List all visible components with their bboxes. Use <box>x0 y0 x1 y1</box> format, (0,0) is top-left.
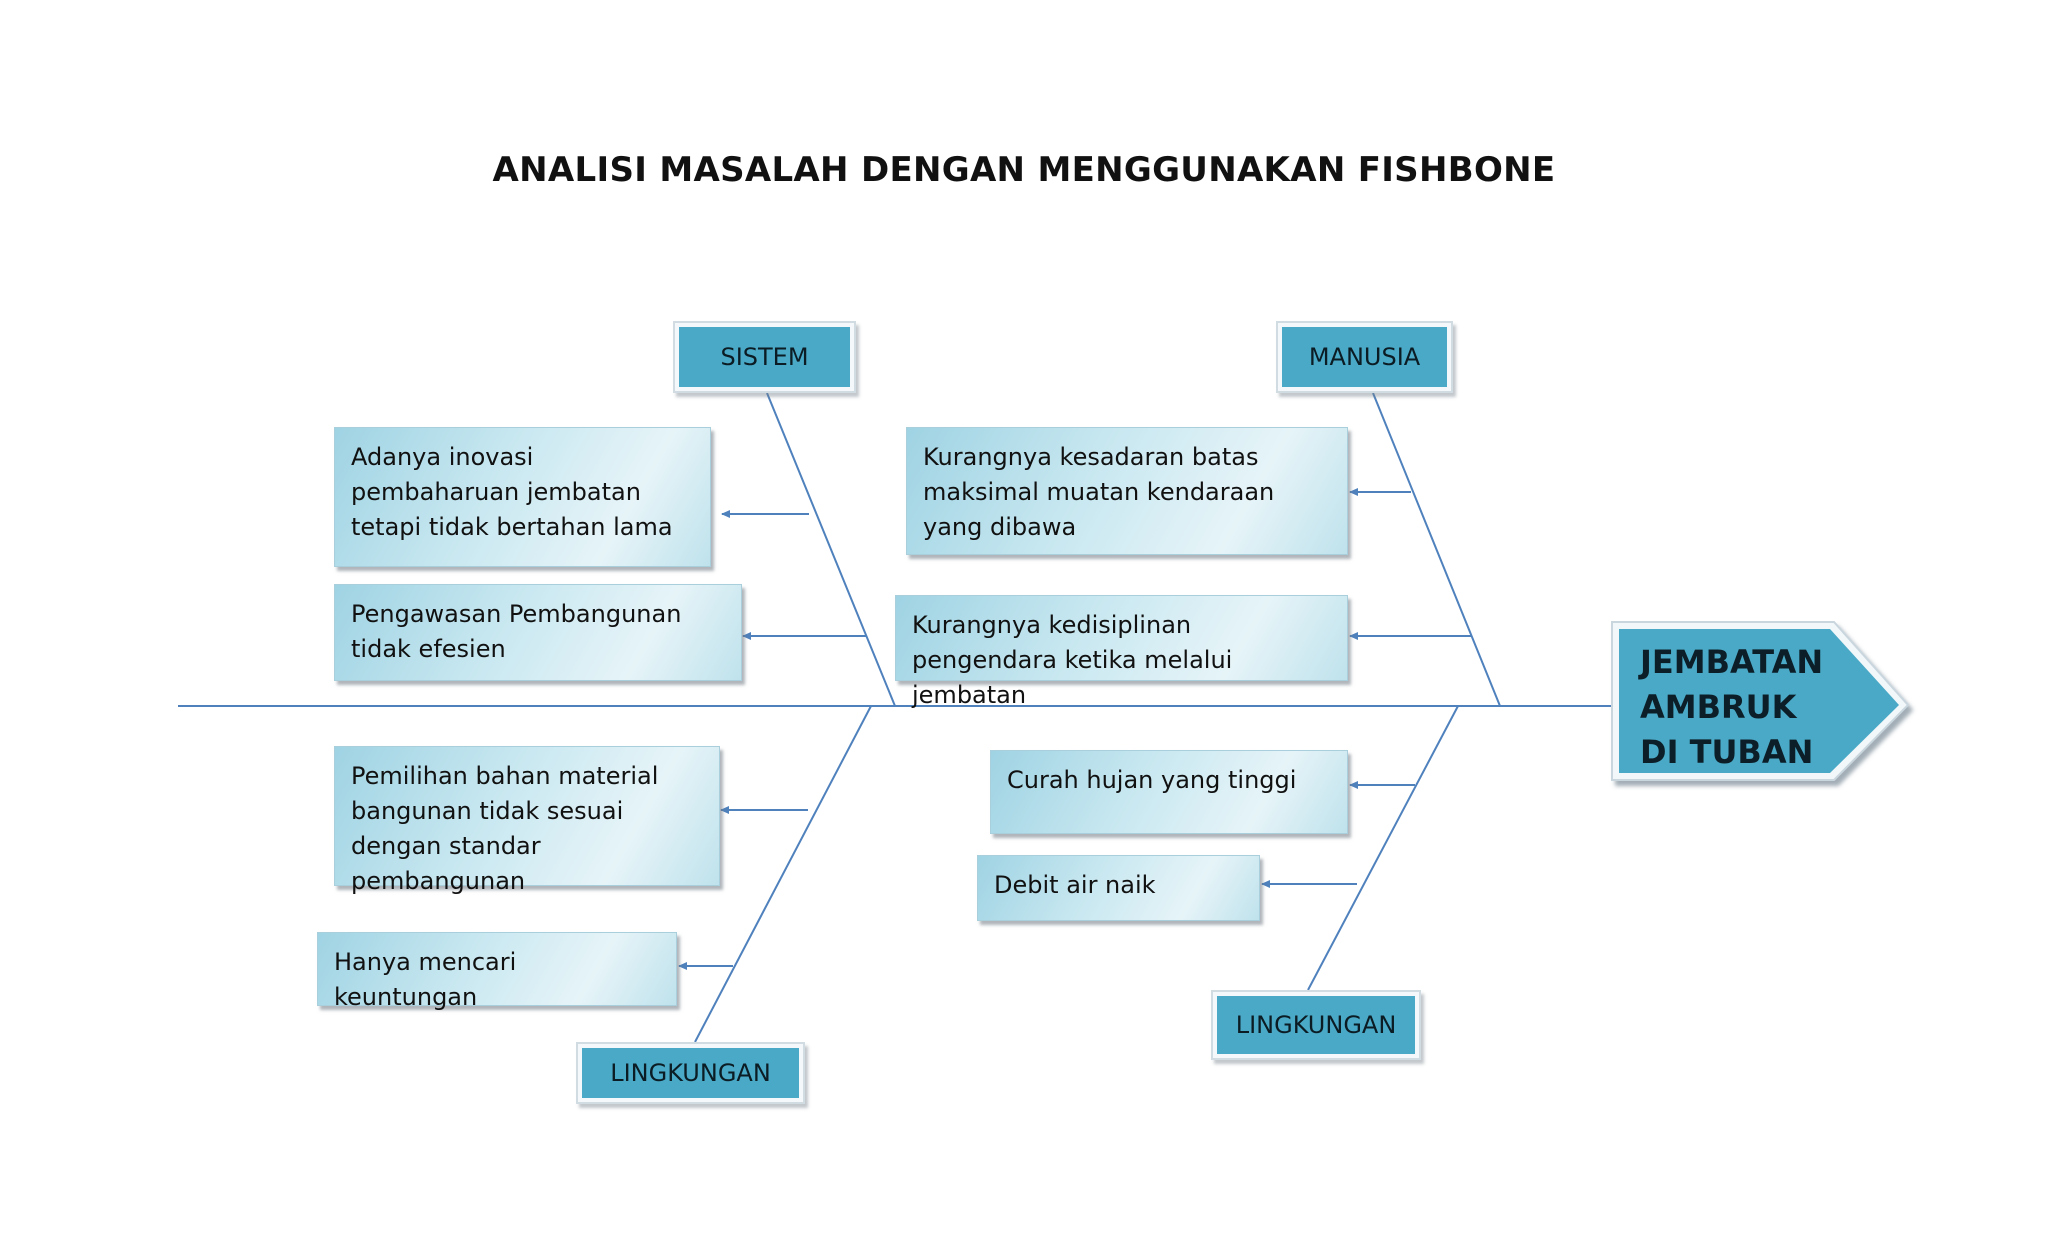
cause-lingkungan-debit: Debit air naik <box>977 855 1260 921</box>
page-title: ANALISI MASALAH DENGAN MENGGUNAKAN FISHBONE <box>492 150 1556 190</box>
cause-lingkungan-bahan: Pemilihan bahan material bangunan tidak sesuai dengan standar pembangunan <box>334 746 720 886</box>
cause-manusia-kesadaran: Kurangnya kesadaran batas maksimal muatan kendaraan yang dibawa <box>906 427 1348 555</box>
bone-sistem <box>767 393 895 706</box>
cause-lingkungan-keuntungan: Hanya mencari keuntungan <box>317 932 677 1006</box>
category-lingkungan-right <box>1211 990 1421 1060</box>
category-manusia <box>1276 321 1453 393</box>
category-sistem-label: SISTEM <box>679 327 850 387</box>
category-manusia-label: MANUSIA <box>1282 327 1447 387</box>
bone-lingkungan-left <box>695 706 871 1042</box>
cause-sistem-pengawasan: Pengawasan Pembangunan tidak efesien <box>334 584 742 681</box>
bone-manusia <box>1373 393 1500 706</box>
problem-statement: JEMBATAN AMBRUK DI TUBAN <box>1640 643 1824 771</box>
category-lingkungan-left <box>576 1042 805 1104</box>
category-lingkungan-left-label: LINGKUNGAN <box>582 1048 799 1098</box>
category-lingkungan-right-label: LINGKUNGAN <box>1217 996 1415 1054</box>
category-sistem <box>673 321 856 393</box>
cause-lingkungan-hujan: Curah hujan yang tinggi <box>990 750 1348 834</box>
bone-lingkungan-right <box>1308 706 1458 990</box>
cause-manusia-kedisiplinan: Kurangnya kedisiplinan pengendara ketika melalui jembatan <box>895 595 1348 681</box>
cause-sistem-inovasi: Adanya inovasi pembaharuan jembatan tetapi tidak bertahan lama <box>334 427 711 567</box>
